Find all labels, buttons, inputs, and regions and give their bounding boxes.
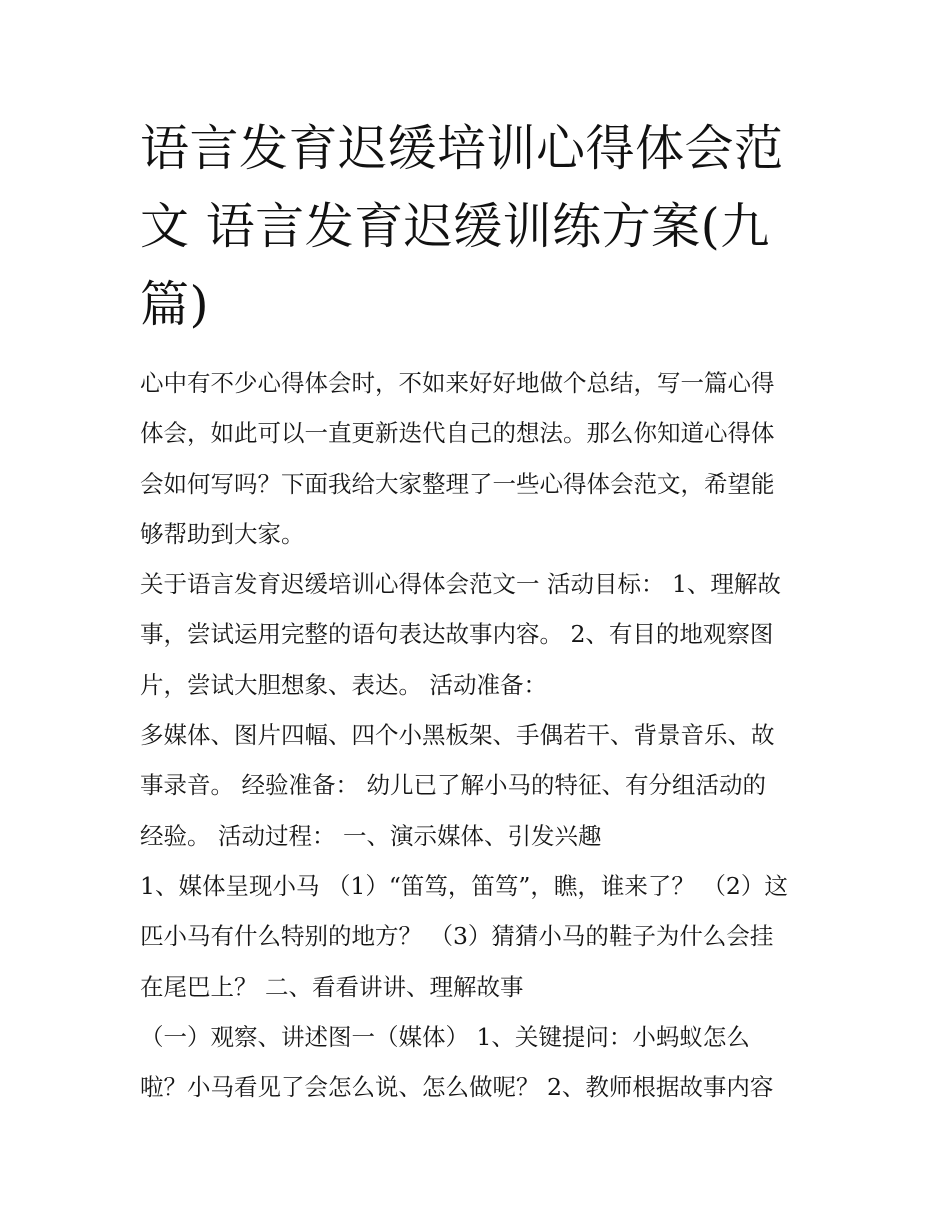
body-line: 啦？小马看见了会怎么说、怎么做呢？ 2、教师根据故事内容	[140, 1073, 774, 1102]
body-line: 片，尝试大胆想象、表达。 活动准备：	[140, 670, 547, 699]
document-title	[140, 110, 820, 344]
body-line: 多媒体、图片四幅、四个小黑板架、手偶若干、背景音乐、故	[140, 721, 775, 750]
title-line: 文 语言发育迟缓训练方案(九	[140, 198, 770, 255]
body-line: 关于语言发育迟缓培训心得体会范文一 活动目标： 1、理解故	[140, 570, 781, 599]
title-line: 语言发育迟缓培训心得体会范	[140, 120, 784, 177]
body-line: 匹小马有什么特别的地方？ （3）猜猜小马的鞋子为什么会挂	[140, 922, 774, 951]
body-line: 事录音。 经验准备： 幼儿已了解小马的特征、有分组活动的	[140, 771, 766, 800]
body-line: 事，尝试运用完整的语句表达故事内容。 2、有目的地观察图	[140, 620, 774, 649]
title-line: 篇)	[140, 276, 210, 333]
document-body	[140, 358, 830, 1112]
body-line: 够帮助到大家。	[140, 519, 305, 548]
body-line: 在尾巴上？ 二、看看讲讲、理解故事	[140, 972, 524, 1001]
body-line: （一）观察、讲述图一（媒体） 1、关键提问：小蚂蚁怎么	[140, 1022, 750, 1051]
body-line: 体会，如此可以一直更新迭代自己的想法。那么你知道心得体	[140, 419, 775, 448]
body-line: 会如何写吗？下面我给大家整理了一些心得体会范文，希望能	[140, 469, 775, 498]
body-line: 心中有不少心得体会时，不如来好好地做个总结，写一篇心得	[140, 369, 775, 397]
body-line: 1、媒体呈现小马 （1）“笛笃，笛笃”，瞧，谁来了？ （2）这	[140, 871, 788, 900]
body-line: 经验。 活动过程： 一、演示媒体、引发兴趣	[140, 821, 602, 850]
